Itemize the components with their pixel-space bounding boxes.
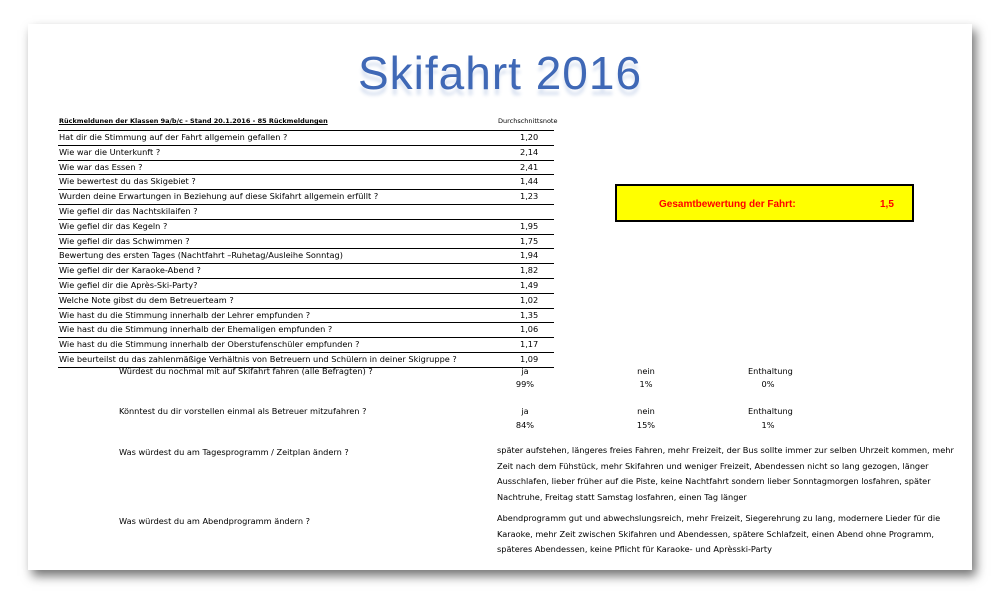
table-row: [58, 205, 554, 220]
average-value: 1,75: [520, 235, 539, 246]
question-text: Hat dir die Stimmung auf der Fahrt allgemein gefallen ?: [59, 132, 288, 142]
question-text: Wie hast du die Stimmung innerhalb der Oberstufenschüler empfunden ?: [59, 339, 360, 350]
table-caption: Rückmeldunen der Klassen 9a/b/c - Stand 20.1.2016 - 85 Rückmeldungen: [59, 117, 328, 125]
question-text: Wie war die Unterkunft ?: [59, 146, 161, 157]
question-text: Wie gefiel dir der Karaoke-Abend ?: [59, 265, 201, 276]
poll-answer-yes-label: ja: [521, 406, 529, 416]
question-text: Bewertung des ersten Tages (Nachtfahrt –Ruhetag/Ausleihe Sonntag): [59, 250, 343, 261]
poll-abstain-value: 1%: [761, 420, 775, 430]
overall-rating-value: 1,5: [880, 199, 894, 210]
average-value: 1,82: [520, 265, 539, 276]
average-value: 1,09: [520, 353, 539, 364]
table-row: [58, 338, 554, 353]
table-row: [58, 131, 554, 146]
average-column-header: Durchschnittsnote: [498, 117, 558, 125]
table-row: [58, 146, 554, 161]
poll-answer-no-label: nein: [637, 366, 655, 376]
question-text: Wie hast du die Stimmung innerhalb der Lehrer empfunden ?: [59, 309, 311, 320]
table-row: [58, 279, 554, 294]
average-value: 1,02: [520, 294, 539, 305]
average-value: 1,44: [520, 176, 539, 187]
average-value: 2,41: [520, 161, 539, 172]
table-row: [58, 175, 554, 190]
average-value: 1,23: [520, 191, 539, 202]
poll-yes-value: 99%: [515, 379, 535, 389]
average-value: 1,17: [520, 339, 539, 350]
document-page: [28, 24, 972, 570]
question-text: Wie gefiel dir das Schwimmen ?: [59, 235, 190, 246]
average-value: 1,20: [520, 132, 539, 142]
average-value: 1,95: [520, 220, 539, 231]
table-row: [58, 220, 554, 235]
question-text: Wie hast du die Stimmung innerhalb der Ehemaligen empfunden ?: [59, 324, 333, 335]
average-value: 1,35: [520, 309, 539, 320]
question-text: Welche Note gibst du dem Betreuerteam ?: [59, 294, 234, 305]
question-text: Wie bewertest du das Skigebiet ?: [59, 176, 196, 187]
table-row: [58, 264, 554, 279]
question-text: Wurden deine Erwartungen in Beziehung auf diese Skifahrt allgemein erfüllt ?: [59, 191, 379, 202]
table-row: [58, 323, 554, 338]
evening-program-question: Was würdest du am Abendprogramm ändern ?: [119, 516, 311, 526]
overall-rating-box: [615, 184, 914, 222]
table-row: [58, 294, 554, 309]
poll-no-value: 15%: [636, 420, 656, 430]
poll-answer-yes-label: ja: [521, 366, 529, 376]
question-text: Wie gefiel dir das Kegeln ?: [59, 220, 168, 231]
question-text: Wie gefiel dir das Nachtskilaifen ?: [59, 205, 198, 216]
question-text: Wie war das Essen ?: [59, 161, 143, 172]
day-program-answers: später aufstehen, längeres freies Fahren, mehr Freizeit, der Bus sollte immer zur selben Uhrzeit kommen, mehr Zeit nach dem Fühstück, mehr Skifahren und weniger Freizeit, Abendessen nicht so lang gezogen, länger Ausschlafen, lieber früher auf die Piste, keine Nachtfahrt sondern lieber Sonntagmorgen losfahren, später Nachtruhe, Freitag statt Samstag losfahren, einen Tag länger: [497, 445, 954, 502]
evening-program-answers: Abendprogramm gut und abwechslungsreich, mehr Freizeit, Siegerehrung zu lang, modernere Lieder für die Karaoke, mehr Zeit zwischen Skifahren und Abendessen, spätere Schlafzeit, einen Abend ohne Programm, späteres Abendessen, keine Pflicht für Karaoke- und Aprèsski-Party: [497, 513, 941, 554]
poll-no-value: 1%: [639, 379, 653, 389]
table-row: [58, 161, 554, 176]
average-value: 1,06: [520, 324, 539, 335]
overall-rating-label: Gesamtbewertung der Fahrt:: [659, 199, 796, 210]
table-row: [58, 309, 554, 324]
page-title: Skifahrt 2016: [357, 47, 643, 99]
average-value: 1,49: [520, 279, 539, 290]
day-program-question: Was würdest du am Tagesprogramm / Zeitplan ändern ?: [119, 447, 349, 457]
poll-question-supervisor: Könntest du dir vorstellen einmal als Betreuer mitzufahren ?: [119, 406, 367, 416]
poll-answer-no-label: nein: [637, 406, 655, 416]
poll-abstain-value: 0%: [761, 379, 775, 389]
table-row: [58, 249, 554, 264]
poll-yes-value: 84%: [515, 420, 535, 430]
table-row: [58, 235, 554, 250]
average-value: 1,94: [520, 250, 539, 261]
question-text: Wie beurteilst du das zahlenmäßige Verhältnis von Betreuern und Schülern in deiner Skigruppe ?: [59, 353, 457, 364]
table-row: [58, 190, 554, 205]
average-value: 2,14: [520, 146, 539, 157]
question-table: [58, 130, 554, 368]
poll-abstain-label: Enthaltung: [748, 366, 793, 376]
poll-question-repeat: Würdest du nochmal mit auf Skifahrt fahren (alle Befragten) ?: [119, 366, 373, 376]
question-text: Wie gefiel dir die Après-Ski-Party?: [59, 279, 198, 290]
poll-abstain-label: Enthaltung: [748, 406, 793, 416]
